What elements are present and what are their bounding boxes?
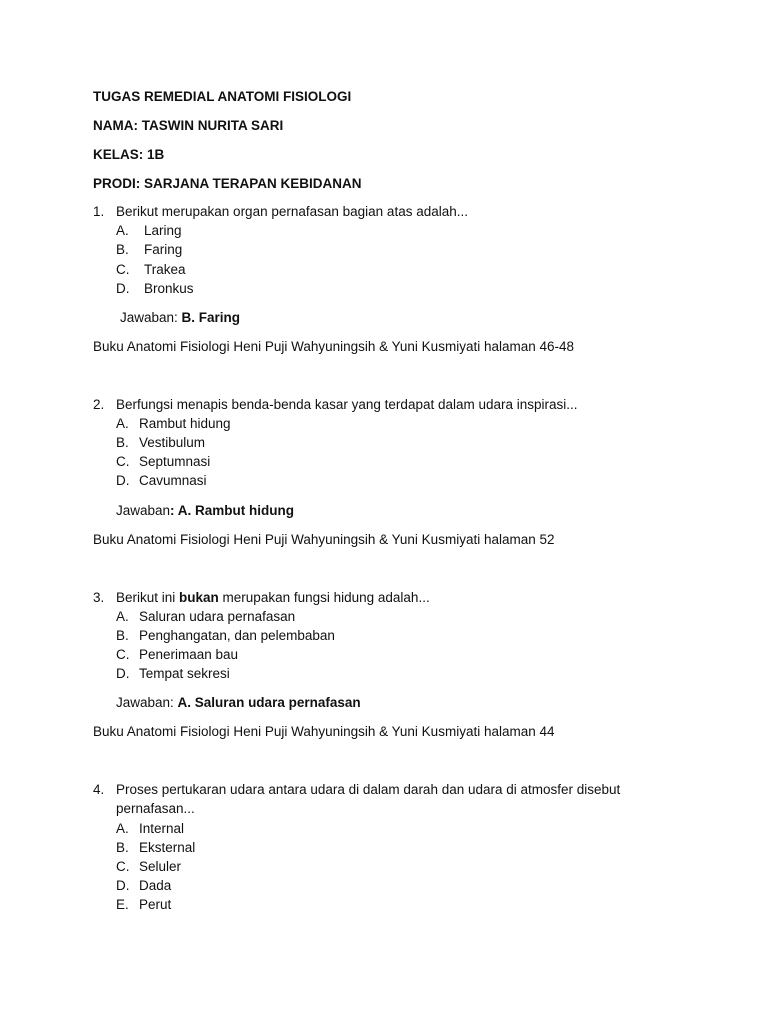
q3-reference: Buku Anatomi Fisiologi Heni Puji Wahyuningsih & Yuni Kusmiyati halaman 44: [93, 724, 555, 739]
q4-option-b-letter: B.: [116, 840, 129, 855]
q1-answer-value: B. Faring: [181, 310, 241, 325]
q1-option-a: Laring: [144, 223, 182, 238]
q2-option-c-letter: C.: [116, 454, 130, 469]
q1-reference: Buku Anatomi Fisiologi Heni Puji Wahyuningsih & Yuni Kusmiyati halaman 46-48: [93, 339, 575, 354]
q4-text-line1: Proses pertukaran udara antara udara di dalam darah dan udara di atmosfer disebut: [116, 782, 621, 797]
q3-option-c-letter: C.: [116, 647, 130, 662]
q3-answer-value: A. Saluran udara pernafasan: [177, 695, 361, 710]
doc-title: TUGAS REMEDIAL ANATOMI FISIOLOGI: [93, 89, 352, 104]
q4-option-d-letter: D.: [116, 878, 130, 893]
q2-number: 2.: [93, 397, 105, 412]
q1-option-b: Faring: [144, 242, 183, 257]
q4-option-b: Eksternal: [139, 840, 196, 855]
q2-option-d-letter: D.: [116, 473, 130, 488]
q4-option-a: Internal: [139, 821, 185, 836]
q3-option-a-letter: A.: [116, 609, 129, 624]
q2-option-a: Rambut hidung: [139, 416, 231, 431]
q3-option-c: Penerimaan bau: [139, 647, 239, 662]
q3-option-d: Tempat sekresi: [139, 666, 230, 681]
q1-answer: [120, 308, 240, 327]
study-program: PRODI: SARJANA TERAPAN KEBIDANAN: [93, 176, 362, 191]
q1-option-a-letter: A.: [116, 223, 129, 238]
q3-text-after: merupakan fungsi hidung adalah...: [218, 590, 430, 605]
q2-option-b: Vestibulum: [139, 435, 206, 450]
q3-option-b-letter: B.: [116, 628, 129, 643]
q4-option-e-letter: E.: [116, 897, 129, 912]
q1-option-d-letter: D.: [116, 281, 130, 296]
q1-text: Berikut merupakan organ pernafasan bagian atas adalah...: [116, 204, 468, 219]
q1-option-c-letter: C.: [116, 262, 130, 277]
q4-option-c-letter: C.: [116, 859, 130, 874]
q3-answer-label: Jawaban:: [116, 695, 178, 710]
q2-reference: Buku Anatomi Fisiologi Heni Puji Wahyuningsih & Yuni Kusmiyati halaman 52: [93, 532, 555, 547]
q3-option-a: Saluran udara pernafasan: [139, 609, 296, 624]
q4-option-c: Seluler: [139, 859, 182, 874]
student-class: KELAS: 1B: [93, 147, 165, 162]
q1-option-b-letter: B.: [116, 242, 129, 257]
q1-option-d: Bronkus: [144, 281, 194, 296]
q2-answer-label: Jawaban: [116, 503, 171, 518]
q4-option-e: Perut: [139, 897, 172, 912]
q4-option-d: Dada: [139, 878, 172, 893]
q1-option-c: Trakea: [144, 262, 186, 277]
q2-answer: [116, 501, 294, 520]
q4-text-line2: pernafasan...: [116, 801, 195, 816]
q2-option-b-letter: B.: [116, 435, 129, 450]
q2-option-d: Cavumnasi: [139, 473, 207, 488]
q2-text: Berfungsi menapis benda-benda kasar yang terdapat dalam udara inspirasi...: [116, 397, 578, 412]
student-name: NAMA: TASWIN NURITA SARI: [93, 118, 284, 133]
q2-option-a-letter: A.: [116, 416, 129, 431]
q3-text: [116, 588, 430, 607]
q3-text-before: Berikut ini: [116, 590, 180, 605]
q4-option-a-letter: A.: [116, 821, 129, 836]
q3-option-b: Penghangatan, dan pelembaban: [139, 628, 335, 643]
q4-number: 4.: [93, 782, 105, 797]
q3-text-bold: bukan: [179, 590, 219, 605]
q1-number: 1.: [93, 204, 105, 219]
q3-number: 3.: [93, 590, 105, 605]
q2-answer-value: : A. Rambut hidung: [170, 503, 295, 518]
q3-answer: [116, 693, 361, 712]
q3-option-d-letter: D.: [116, 666, 130, 681]
q2-option-c: Septumnasi: [139, 454, 211, 469]
q1-answer-label: Jawaban:: [120, 310, 182, 325]
